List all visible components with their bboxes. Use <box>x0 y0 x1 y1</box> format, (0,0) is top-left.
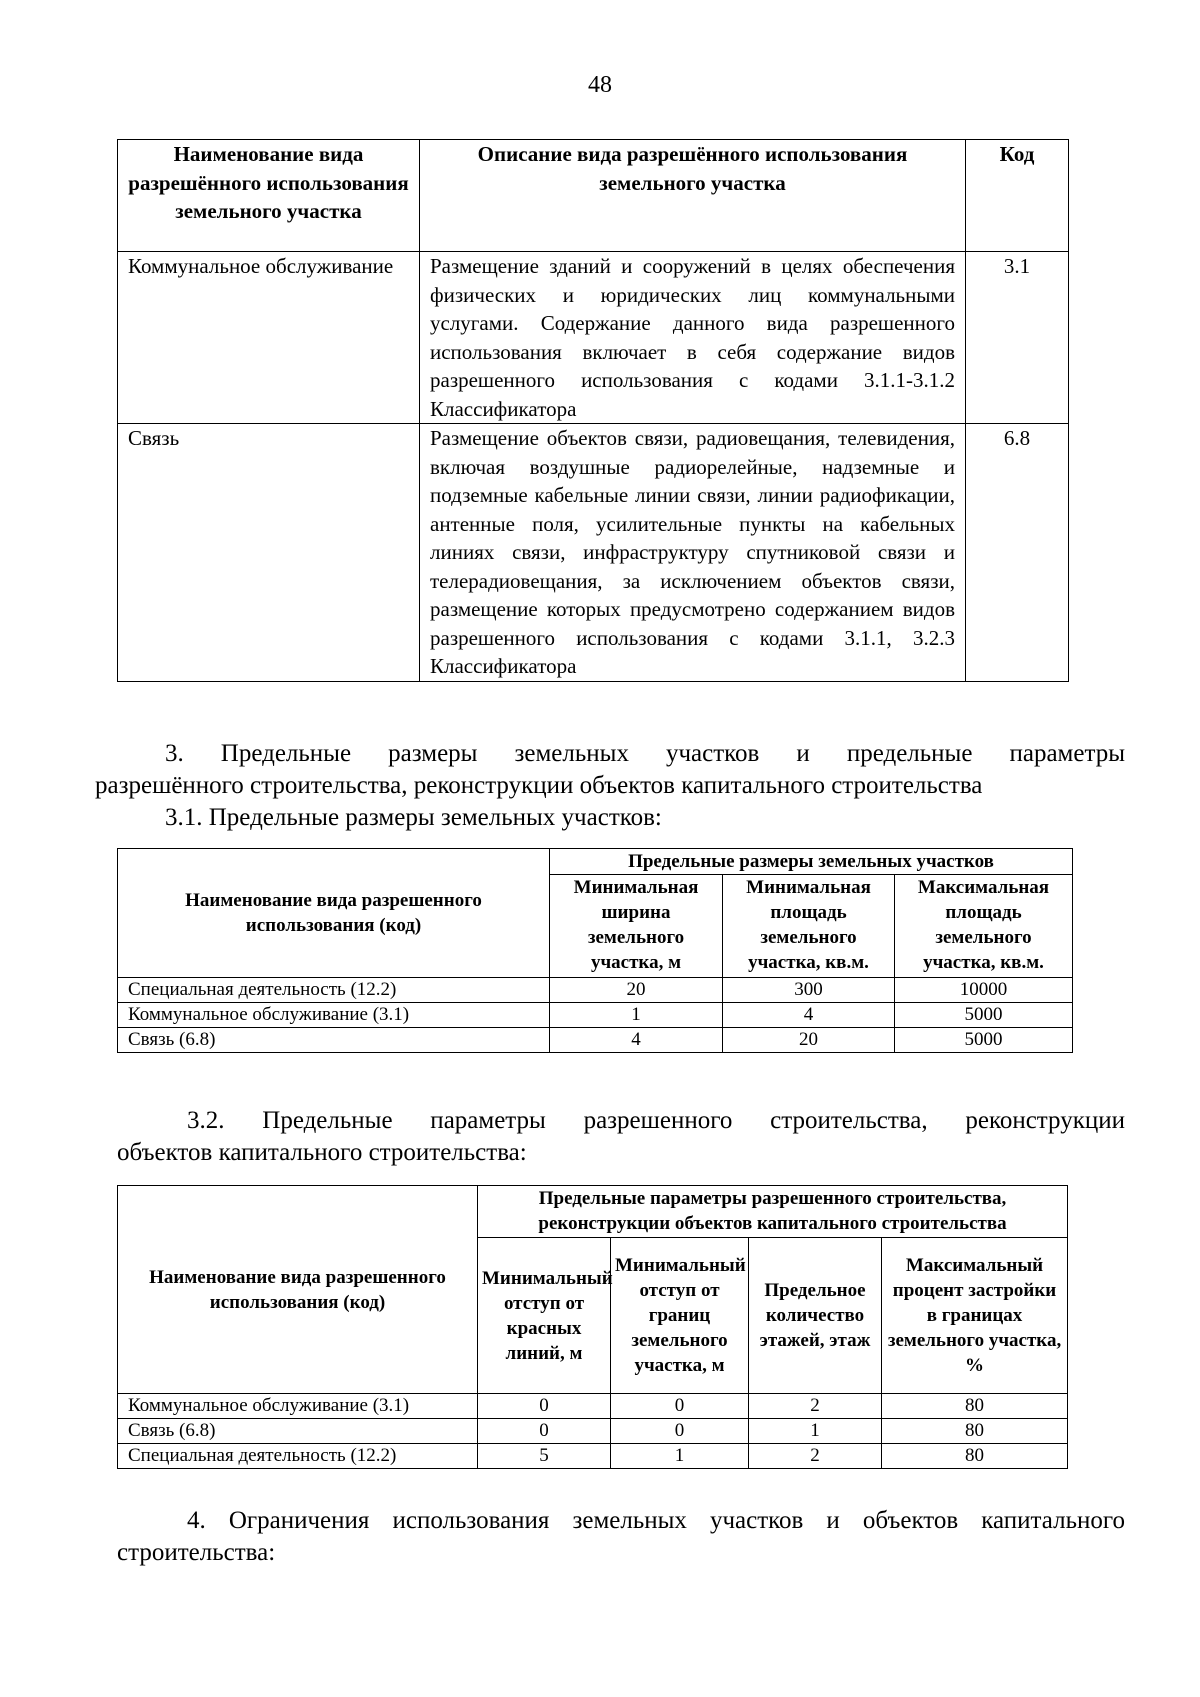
row-value: 20 <box>723 1028 895 1053</box>
row-code: 3.1 <box>966 252 1069 424</box>
row-name: Связь <box>118 424 420 682</box>
header-name: Наименование вида разрешённого использования земельного участка <box>118 140 420 252</box>
row-code: 6.8 <box>966 424 1069 682</box>
section-3-2-line-1: 3.2. Предельные параметры разрешенного строительства, реконструкции <box>187 1107 1125 1134</box>
row-value: 0 <box>478 1394 611 1419</box>
header-name: Наименование вида разрешенного использования (код) <box>118 849 550 978</box>
row-name: Специальная деятельность (12.2) <box>118 978 550 1003</box>
row-name: Связь (6.8) <box>118 1419 478 1444</box>
header-code: Код <box>966 140 1069 252</box>
row-value: 1 <box>749 1419 882 1444</box>
row-value: 300 <box>723 978 895 1003</box>
row-value: 5000 <box>895 1028 1073 1053</box>
section-3-heading <box>95 738 1125 834</box>
header-max-coverage: Максимальный процент застройки в границах земельного участка, % <box>882 1238 1068 1394</box>
section-3-1-heading: 3.1. Предельные размеры земельных участков: <box>165 804 662 831</box>
table-row <box>118 1028 1073 1053</box>
row-value: 5 <box>478 1444 611 1469</box>
row-value: 20 <box>550 978 723 1003</box>
page-number: 48 <box>588 72 612 98</box>
table-header-row <box>118 1186 1068 1238</box>
row-value: 4 <box>550 1028 723 1053</box>
row-value: 0 <box>611 1394 749 1419</box>
table-row <box>118 1419 1068 1444</box>
permitted-use-table <box>117 139 1069 682</box>
row-description: Размещение объектов связи, радиовещания, телевидения, включая воздушные радиорелейные, надземные и подземные кабельные линии связи, линии радиофикации, антенные поля, усилительные пункты на кабельных линиях связи, инфраструктуру спутниковой связи и телерадиовещания, за исключением объектов связи, размещение которых предусмотрено содержанием видов разрешенного использования с кодами 3.1.1, 3.2.3 Классификатора <box>420 424 966 682</box>
section-3-line-2: разрешённого строительства, реконструкции объектов капитального строительства <box>95 772 983 799</box>
header-group: Предельные размеры земельных участков <box>550 849 1073 875</box>
table-row <box>118 1394 1068 1419</box>
row-value: 80 <box>882 1444 1068 1469</box>
row-value: 80 <box>882 1394 1068 1419</box>
row-value: 1 <box>611 1444 749 1469</box>
row-value: 10000 <box>895 978 1073 1003</box>
section-3-line-1: 3. Предельные размеры земельных участков и предельные параметры <box>165 740 1125 767</box>
row-value: 4 <box>723 1003 895 1028</box>
table-row <box>118 978 1073 1003</box>
row-value: 0 <box>611 1419 749 1444</box>
row-value: 2 <box>749 1394 882 1419</box>
row-value: 5000 <box>895 1003 1073 1028</box>
header-description: Описание вида разрешённого использования земельного участка <box>420 140 966 252</box>
section-4-line-2: строительства: <box>117 1539 276 1566</box>
row-name: Специальная деятельность (12.2) <box>118 1444 478 1469</box>
header-group: Предельные параметры разрешенного строительства, реконструкции объектов капитального строительства <box>478 1186 1068 1238</box>
row-name: Связь (6.8) <box>118 1028 550 1053</box>
header-min-offset-boundaries: Минимальный отступ от границ земельного участка, м <box>611 1238 749 1394</box>
section-3-2-line-2: объектов капитального строительства: <box>117 1139 527 1166</box>
table-header-row <box>118 140 1069 252</box>
row-value: 80 <box>882 1419 1068 1444</box>
row-name: Коммунальное обслуживание <box>118 252 420 424</box>
header-name: Наименование вида разрешенного использования (код) <box>118 1186 478 1394</box>
row-value: 1 <box>550 1003 723 1028</box>
table-row <box>118 1003 1073 1028</box>
section-3-2-heading <box>117 1105 1125 1169</box>
header-max-area: Максимальная площадь земельного участка, кв.м. <box>895 875 1073 978</box>
table-header-row <box>118 849 1073 875</box>
row-value: 2 <box>749 1444 882 1469</box>
header-min-offset-red-lines: Минимальный отступ от красных линий, м <box>478 1238 611 1394</box>
plot-size-table <box>117 848 1073 1053</box>
table-row <box>118 252 1069 424</box>
row-name: Коммунальное обслуживание (3.1) <box>118 1003 550 1028</box>
construction-parameters-table <box>117 1185 1068 1469</box>
row-description: Размещение зданий и сооружений в целях обеспечения физических и юридических лиц коммунальными услугами. Содержание данного вида разрешенного использования включает в себя содержание видов разрешенного использования с кодами 3.1.1-3.1.2 Классификатора <box>420 252 966 424</box>
section-4-line-1: 4. Ограничения использования земельных участков и объектов капитального <box>187 1507 1125 1534</box>
header-min-width: Минимальная ширина земельного участка, м <box>550 875 723 978</box>
row-value: 0 <box>478 1419 611 1444</box>
table-row <box>118 424 1069 682</box>
row-name: Коммунальное обслуживание (3.1) <box>118 1394 478 1419</box>
header-max-floors: Предельное количество этажей, этаж <box>749 1238 882 1394</box>
table-row <box>118 1444 1068 1469</box>
header-min-area: Минимальная площадь земельного участка, кв.м. <box>723 875 895 978</box>
section-4-heading <box>117 1505 1125 1569</box>
